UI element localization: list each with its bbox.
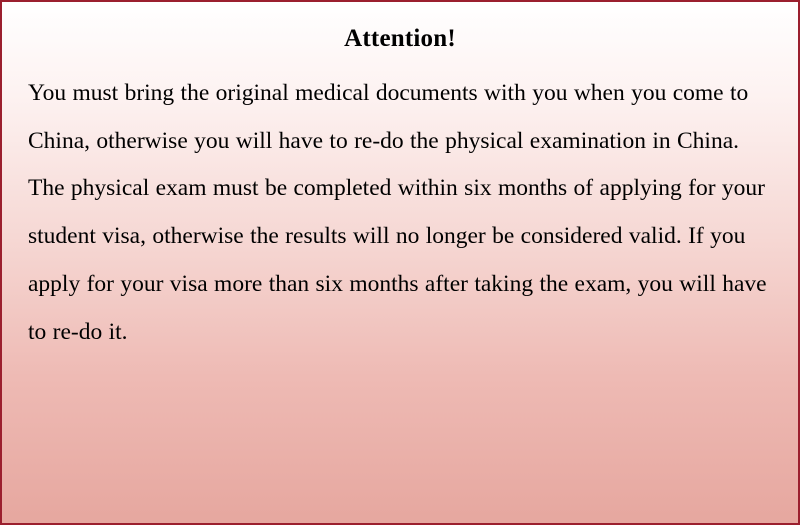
notice-body-text: You must bring the original medical documents with you when you come to China, otherwise you will have to re-do the physical examination in China. The physical exam must be completed within six months of applying for your student visa, otherwise the results will no longer be considered valid. If you apply for your visa more than six months after taking the exam, you will have to re-do it. (28, 80, 767, 345)
notice-title: Attention! (344, 25, 456, 52)
